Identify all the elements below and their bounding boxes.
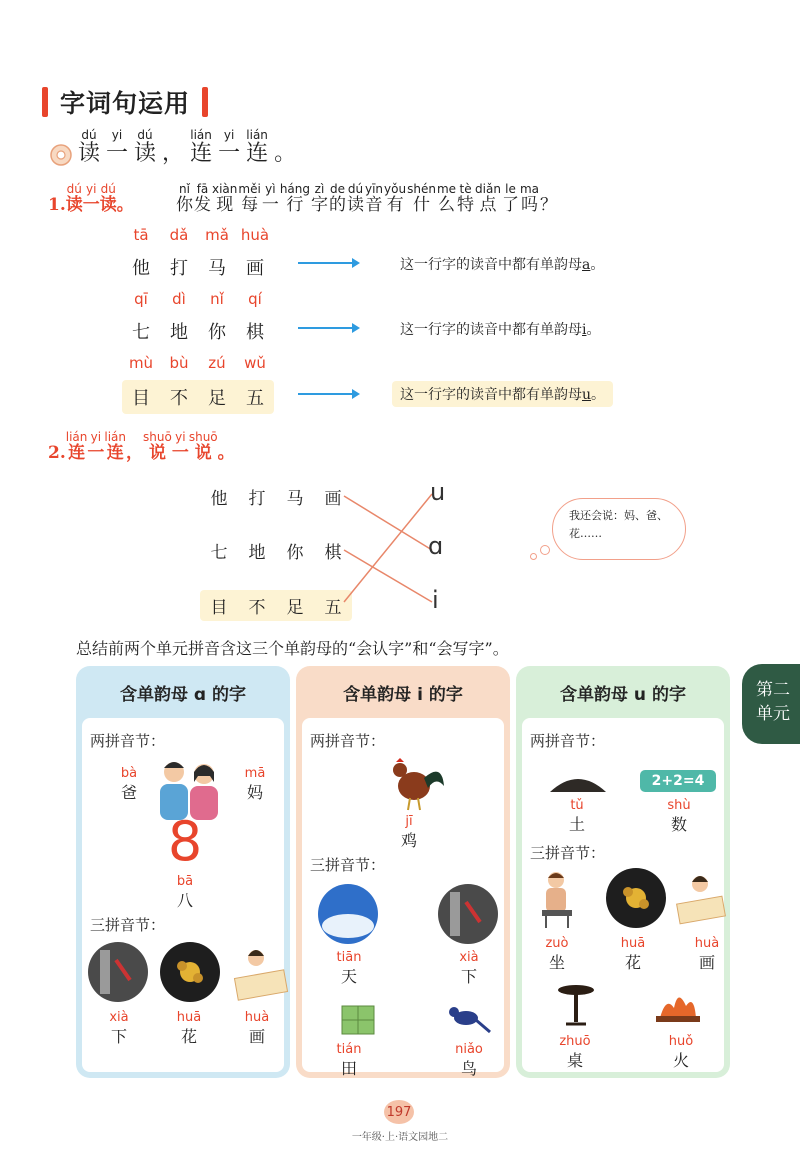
item-tu-soil: tǔ 土 <box>568 798 585 834</box>
card-a-title: 含单韵母 ɑ 的字 <box>119 684 246 705</box>
q1-row-2 <box>122 290 274 344</box>
pinyin-syllable: tā <box>133 226 149 244</box>
card-u-title: 含单韵母 u 的字 <box>560 684 686 705</box>
card-a-two-label: 两拼音节： <box>90 732 166 750</box>
item-zhuo-table: zhuō 桌 <box>559 1034 591 1070</box>
pinyin-syllable: mù <box>128 354 154 372</box>
hanzi-char: 不 <box>170 388 188 409</box>
hanzi-char: 七 <box>132 322 150 343</box>
annotated-char: dú 读 <box>134 128 157 166</box>
pinyin-syllable: nǐ <box>210 290 224 308</box>
card-a-three-label: 三拼音节： <box>90 916 166 934</box>
item-ma-mother: mā 妈 <box>244 766 266 802</box>
q1-row-3 <box>122 354 274 414</box>
item-hua-flower: huā 花 <box>176 1010 202 1046</box>
q1-explain-3: 这一行字的读音中都有单韵母u。 <box>392 381 613 407</box>
hanzi-char: 画 <box>324 489 342 509</box>
hanzi-char: 打 <box>248 489 266 509</box>
annotated-char: zì 字 <box>311 182 328 215</box>
page-number: 197 <box>384 1100 414 1124</box>
question-number: 2. <box>48 443 66 463</box>
hanzi-char: 目 <box>210 598 228 618</box>
annotated-char: yīn 音 <box>365 182 384 215</box>
hanzi-char: 打 <box>170 258 188 279</box>
card-u-pictures-bottom <box>556 982 716 1030</box>
annotated-char: yi 一 <box>82 182 100 215</box>
hanzi-char: 地 <box>248 543 266 563</box>
activity-title <box>78 128 296 166</box>
item-tian-field: tián 田 <box>336 1042 362 1078</box>
annotated-char: nǐ 你 <box>176 182 193 215</box>
q2-row-2 <box>200 538 352 563</box>
q2-row-1 <box>200 484 352 509</box>
annotated-char: de 的 <box>329 182 346 215</box>
pinyin-syllable: huà <box>240 226 270 244</box>
pinyin-syllable: qí <box>248 290 262 308</box>
item-hua-flower: huā 花 <box>620 936 646 972</box>
item-shu-number: shù 数 <box>667 798 691 834</box>
annotated-char: měi 每 <box>238 182 261 215</box>
section-title: 字词句运用 <box>60 89 191 118</box>
arrow-icon <box>298 262 354 264</box>
arrow-icon <box>298 393 354 395</box>
pinyin-syllable: zú <box>208 354 226 372</box>
header-bar-right <box>202 87 208 117</box>
annotated-char: lián 连 <box>246 128 269 166</box>
letter-i: i <box>432 586 439 614</box>
annotated-char: yì 一 <box>261 182 279 215</box>
item-zuo-sit: zuò 坐 <box>545 936 569 972</box>
hanzi-char: 你 <box>208 322 226 343</box>
item-ba-eight: bā 八 <box>176 874 194 910</box>
item-ji-chicken: jī 鸡 <box>400 814 417 850</box>
arrow-icon <box>298 327 354 329</box>
pinyin-syllable: bù <box>169 354 189 372</box>
question-number: 1. <box>48 195 66 215</box>
hanzi-char: 五 <box>246 388 264 409</box>
card-i-two-label: 两拼音节： <box>310 732 386 750</box>
speech-bubble: 我还会说：妈、爸、花…… <box>552 498 686 560</box>
hanzi-char: 棋 <box>324 543 342 563</box>
item-tian-sky: tiān 天 <box>336 950 362 986</box>
q1-label <box>48 182 134 215</box>
item-niao-bird: niǎo 鸟 <box>455 1042 483 1078</box>
q1-question <box>176 182 557 215</box>
annotated-char: lián 连 <box>104 430 127 463</box>
annotated-char: shuō 说 <box>188 430 218 463</box>
annotated-char: ， <box>126 443 144 463</box>
item-huo-fire: huǒ 火 <box>668 1034 694 1070</box>
annotated-char: yi 一 <box>218 128 241 166</box>
q1-row-1 <box>122 226 274 280</box>
bubble-dot <box>530 553 537 560</box>
card-vowel-a <box>76 666 290 1078</box>
connect-lines <box>340 480 440 610</box>
card-vowel-i <box>296 666 510 1078</box>
annotated-char: ， <box>162 141 185 166</box>
annotated-char: diǎn 点 <box>475 182 501 215</box>
header-bar-left <box>42 87 48 117</box>
annotated-char: lián 连 <box>190 128 213 166</box>
q2-label <box>48 430 235 463</box>
annotated-char: dú 读 <box>65 182 83 215</box>
pinyin-syllable: dǎ <box>169 226 189 244</box>
annotated-char: dú 读 <box>78 128 101 166</box>
hanzi-char: 七 <box>210 543 228 563</box>
q1-explain-2: 这一行字的读音中都有单韵母i。 <box>400 322 601 338</box>
letter-u: u <box>430 478 446 506</box>
annotated-char: yǒu 有 <box>384 182 407 215</box>
letter-a: ɑ <box>428 532 444 560</box>
hanzi-char: 画 <box>246 258 264 279</box>
annotated-char: háng 行 <box>279 182 310 215</box>
equation-badge: 2+2=4 <box>640 770 716 792</box>
hanzi-char: 他 <box>132 258 150 279</box>
hanzi-char: 他 <box>210 489 228 509</box>
item-hua-draw: huà 画 <box>244 1010 270 1046</box>
annotated-char: dú 读 <box>99 182 117 215</box>
section-header <box>42 84 208 120</box>
soil-icon <box>548 770 608 796</box>
card-i-three-label: 三拼音节： <box>310 856 386 874</box>
annotated-char: ma 吗 <box>519 182 540 215</box>
flower-icon <box>50 144 72 166</box>
annotated-char: ？ <box>540 195 558 215</box>
pinyin-syllable: dì <box>172 290 186 308</box>
annotated-char: 。 <box>116 195 134 215</box>
card-a-pictures <box>86 940 290 1006</box>
hanzi-char: 马 <box>286 489 304 509</box>
card-vowel-u <box>516 666 730 1078</box>
card-i-pictures-bottom <box>328 1000 498 1040</box>
hanzi-char: 五 <box>324 598 342 618</box>
hanzi-char: 棋 <box>246 322 264 343</box>
annotated-char: le 了 <box>501 182 519 215</box>
bubble-dot <box>540 545 550 555</box>
annotated-char: fā 发 <box>194 182 211 215</box>
item-ba-father: bà 爸 <box>120 766 138 802</box>
hanzi-char: 目 <box>132 388 150 409</box>
pinyin-syllable: qī <box>134 290 148 308</box>
annotated-char: yi 一 <box>171 430 189 463</box>
annotated-char: tè 特 <box>457 182 475 215</box>
annotated-char: xiàn 现 <box>212 182 238 215</box>
card-i-title: 含单韵母 i 的字 <box>343 684 463 705</box>
item-xia-down: xià 下 <box>109 1010 129 1046</box>
q2-row-3 <box>200 590 352 621</box>
item-hua-draw: huà 画 <box>694 936 720 972</box>
annotated-char: dú 读 <box>347 182 364 215</box>
q1-explain-1: 这一行字的读音中都有单韵母a。 <box>400 257 605 273</box>
annotated-char: yi 一 <box>106 128 129 166</box>
annotated-char: me 么 <box>436 182 457 215</box>
card-u-two-label: 两拼音节： <box>530 732 606 750</box>
rooster-icon <box>384 752 448 812</box>
item-xia-down: xià 下 <box>459 950 479 986</box>
annotated-char: 。 <box>217 443 235 463</box>
annotated-char: shuō 说 <box>143 430 172 463</box>
hanzi-char: 马 <box>208 258 226 279</box>
hanzi-char: 地 <box>170 322 188 343</box>
summary-text: 总结前两个单元拼音含这三个单韵母的“会认字”和“会写字”。 <box>76 639 509 658</box>
annotated-char: 。 <box>274 141 297 166</box>
card-u-pictures-top <box>532 866 728 932</box>
hanzi-char: 你 <box>286 543 304 563</box>
annotated-char: yi 一 <box>87 430 105 463</box>
annotated-char: lián 连 <box>65 430 88 463</box>
hanzi-char: 足 <box>286 598 304 618</box>
hanzi-char: 足 <box>208 388 226 409</box>
annotated-char: shén 什 <box>407 182 436 215</box>
pinyin-syllable: wǔ <box>244 354 266 372</box>
pinyin-syllable: mǎ <box>205 226 229 244</box>
unit-side-tab: 第二单元 <box>742 664 800 744</box>
eight-numeral: 8 <box>167 810 203 873</box>
hanzi-char: 不 <box>248 598 266 618</box>
card-u-three-label: 三拼音节： <box>530 844 606 862</box>
card-i-pictures-top <box>312 882 502 948</box>
page-footer: 一年级·上·语文园地二 <box>351 1132 449 1143</box>
